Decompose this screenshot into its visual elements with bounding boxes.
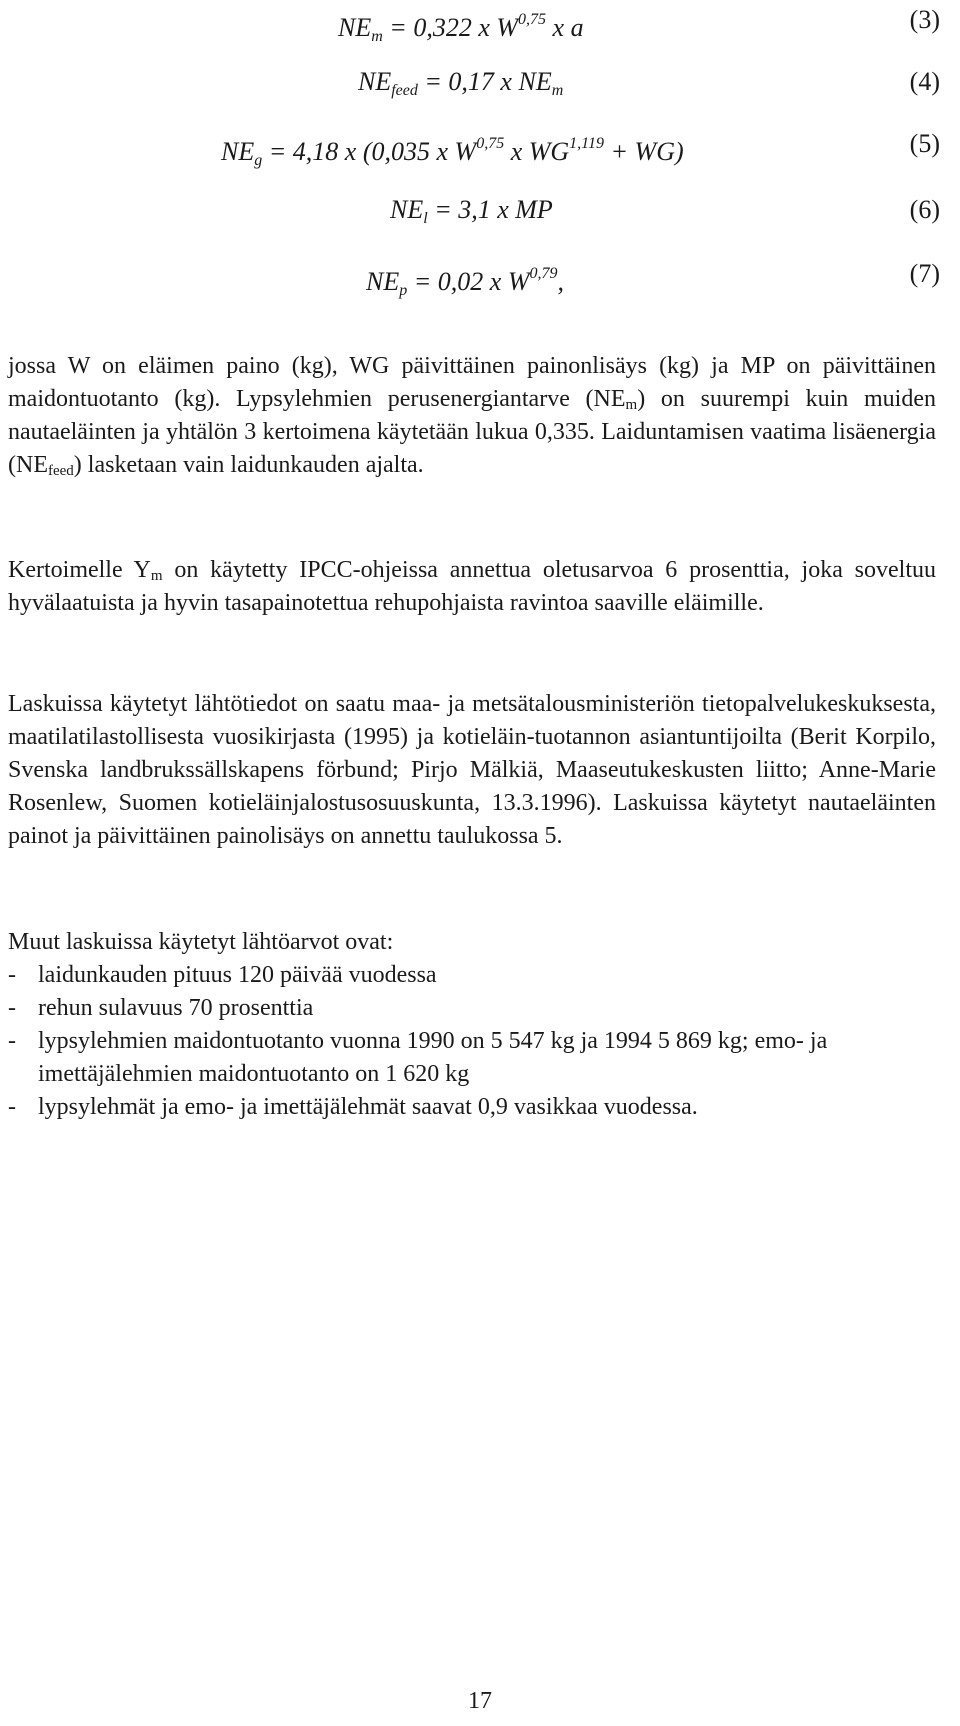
page-number: 17 <box>468 1688 492 1714</box>
eq-subscript: l <box>423 210 428 227</box>
equation-5 <box>0 124 960 169</box>
eq-term: = 0,02 x W <box>407 267 530 296</box>
equation-5-formula <box>221 124 684 181</box>
eq-superscript: 0,75 <box>518 11 547 28</box>
equation-4-number: (4) <box>909 67 940 96</box>
text-run: jossa W on eläimen paino (kg), WG päivittäinen painonlisäys (kg) ja MP on päivittäinen maidontuotanto (kg). Lypsylehmien perusenergiantarve (NE <box>8 353 936 412</box>
eq-subscript: p <box>399 282 408 299</box>
text-run: Kertoimelle Y <box>8 557 151 583</box>
list-item-text: lypsylehmien maidontuotanto vuonna 1990 on 5 547 kg ja 1994 5 869 kg; emo- ja imettäjälehmien maidontuotanto on 1 620 kg <box>38 1028 828 1087</box>
list-item-text: lypsylehmät ja emo- ja imettäjälehmät saavat 0,9 vasikkaa vuodessa. <box>38 1094 698 1120</box>
paragraph-sources: Laskuissa käytetyt lähtötiedot on saatu maa- ja metsätalousministeriön tietopalvelukeskuksesta, maatilatilastollisesta vuosikirjasta (1995) ja kotieläin-tuotannon asiantuntijoilta (Berit Korpilo, Svenska landbrukssällskapens förbund; Pirjo Mälkiä, Maaseutukeskusten liitto; Anne-Marie Rosenlew, Suomen kotieläinjalostusosuuskunta, 13.3.1996). Laskuissa käytetyt nautaeläinten painot ja päivittäinen painolisäys on annettu taulukossa 5. <box>8 691 936 849</box>
eq-term: , <box>557 267 564 296</box>
equation-3-number: (3) <box>909 5 940 34</box>
list-item <box>8 959 936 992</box>
eq-term: = 3,1 x MP <box>427 195 553 224</box>
eq-term: = 0,322 x W <box>382 13 519 42</box>
list-dash: - <box>8 1094 16 1120</box>
eq-term: = 4,18 x (0,035 x W <box>262 137 477 166</box>
equation-3 <box>0 0 960 45</box>
subscript: feed <box>47 463 74 479</box>
equation-7-number: (7) <box>909 259 940 288</box>
eq-superscript: 0,75 <box>476 135 505 152</box>
eq-subscript: feed <box>391 82 418 99</box>
eq-superscript: 0,79 <box>529 265 558 282</box>
list-item-text: rehun sulavuus 70 prosenttia <box>38 995 314 1021</box>
text-run: ) on suurempi kuin muiden nautaeläinten ja yhtälön 3 kertoimena käytetään lukua 0,335. Laiduntamisen vaatima lisäenergia (NE <box>8 386 936 478</box>
eq-term: x WG <box>504 137 570 166</box>
paragraph-variables <box>8 350 936 482</box>
equation-6-formula <box>390 190 553 239</box>
eq-subscript: g <box>254 152 263 169</box>
list-item <box>8 992 936 1025</box>
eq-lhs: NE <box>358 67 392 96</box>
list-item-text: laidunkauden pituus 120 päivää vuodessa <box>38 962 437 988</box>
equation-5-number: (5) <box>909 129 940 158</box>
equation-7 <box>0 254 960 299</box>
list-dash: - <box>8 995 16 1021</box>
equation-6-number: (6) <box>909 195 940 224</box>
subscript: m <box>625 397 638 413</box>
eq-subscript: m <box>551 82 564 99</box>
list-item <box>8 1091 936 1124</box>
list-title: Muut laskuissa käytetyt lähtöarvot ovat: <box>8 929 394 955</box>
eq-lhs: NE <box>366 267 400 296</box>
list-dash: - <box>8 962 16 988</box>
list-dash: - <box>8 1028 16 1054</box>
equation-3-formula <box>338 0 584 57</box>
eq-lhs: NE <box>390 195 424 224</box>
eq-term: = 0,17 x NE <box>417 67 552 96</box>
eq-subscript: m <box>371 28 383 45</box>
equation-4 <box>0 62 960 102</box>
paragraph-coefficient <box>8 554 936 620</box>
eq-term: x a <box>546 13 584 42</box>
subscript: m <box>150 568 163 584</box>
eq-lhs: NE <box>338 13 372 42</box>
list-item <box>8 1025 936 1091</box>
eq-lhs: NE <box>221 137 255 166</box>
equation-4-formula <box>358 62 563 111</box>
equation-7-formula <box>366 254 564 311</box>
text-run: ) lasketaan vain laidunkauden ajalta. <box>73 452 424 478</box>
input-values-list <box>8 959 936 1124</box>
equation-6 <box>0 190 960 230</box>
eq-term: + WG) <box>603 137 684 166</box>
eq-superscript: 1,119 <box>569 135 604 152</box>
text-run: on käytetty IPCC-ohjeissa annettua oletusarvoa 6 prosenttia, joka soveltuu hyvälaatuista ja hyvin tasapainotettua rehupohjaista ravintoa saaville eläimille. <box>8 557 937 616</box>
